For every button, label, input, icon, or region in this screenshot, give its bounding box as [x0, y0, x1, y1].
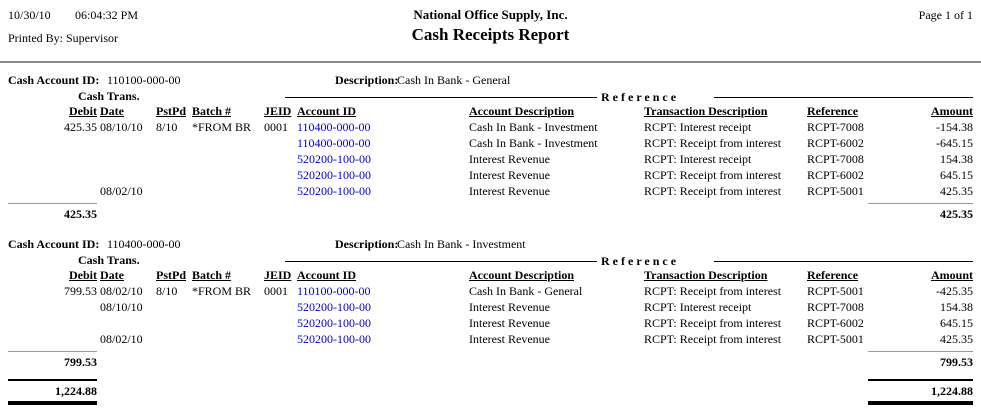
- cell-date: 08/10/10: [100, 120, 143, 134]
- cash-trans-label: Cash Trans.: [78, 89, 140, 103]
- cell-amount: -154.38: [936, 120, 973, 134]
- col-header-transaction-description: Transaction Description: [644, 268, 768, 282]
- cell-batch: [189, 152, 261, 168]
- col-header-jeid: JEID: [264, 104, 292, 118]
- cell-debit: [8, 332, 97, 348]
- reference-rule-right: [714, 97, 973, 98]
- col-header-reference: Reference: [807, 104, 859, 118]
- grand-total-amount: 1,224.88: [931, 384, 973, 398]
- col-header-debit: Debit: [69, 104, 97, 118]
- cell-account-description: Interest Revenue: [469, 168, 550, 182]
- cash-account-section: [0, 237, 981, 375]
- cell-transaction-description: RCPT: Receipt from interest: [644, 332, 782, 346]
- cell-jeid: [261, 300, 294, 316]
- cash-account-id-value: 110400-000-00: [107, 237, 181, 251]
- cell-jeid: [261, 316, 294, 332]
- cell-transaction-description: RCPT: Interest receipt: [644, 152, 752, 166]
- cash-account-section: [0, 73, 981, 227]
- col-header-date: Date: [100, 268, 124, 282]
- grand-total-double-rule: [868, 401, 973, 405]
- cell-account-description: Interest Revenue: [469, 184, 550, 198]
- cell-batch: *FROM BR: [192, 284, 252, 298]
- cash-account-id-value: 110100-000-00: [107, 73, 181, 87]
- col-header-batch: Batch #: [192, 268, 231, 282]
- cell-jeid: [261, 168, 294, 184]
- grand-total-debit-box: [8, 379, 97, 405]
- cell-amount: 154.38: [940, 152, 973, 166]
- report-page-header: [0, 0, 981, 63]
- cell-debit: [8, 152, 97, 168]
- cell-transaction-description: RCPT: Interest receipt: [644, 120, 752, 134]
- cell-pstpd: [153, 184, 189, 200]
- account-id-link[interactable]: 520200-100-00: [297, 168, 371, 182]
- cell-date: [97, 152, 153, 168]
- cell-date: 08/02/10: [100, 332, 143, 346]
- cell-reference: RCPT-5001: [807, 184, 864, 198]
- cash-account-id-label: Cash Account ID:: [8, 237, 100, 251]
- section-total-row: [0, 348, 981, 375]
- account-id-link[interactable]: 110400-000-00: [297, 136, 371, 150]
- account-id-link[interactable]: 520200-100-00: [297, 152, 371, 166]
- cell-amount: 645.15: [940, 316, 973, 330]
- grand-total-debit: 1,224.88: [55, 384, 97, 398]
- section-subheader: [0, 89, 981, 104]
- table-row: [0, 332, 981, 348]
- cell-date: 08/10/10: [100, 300, 143, 314]
- cell-batch: [189, 316, 261, 332]
- section-total-amount: 799.53: [868, 351, 973, 370]
- company-name: National Office Supply, Inc.: [413, 7, 568, 22]
- cell-account-description: Interest Revenue: [469, 300, 550, 314]
- cell-reference: RCPT-6002: [807, 168, 864, 182]
- section-subheader: [0, 253, 981, 268]
- reference-rule-left: [285, 97, 597, 98]
- cell-account-description: Cash In Bank - Investment: [469, 120, 598, 134]
- section-total-row: [0, 200, 981, 227]
- table-row: [0, 136, 981, 152]
- grand-total-row: [0, 377, 981, 409]
- cell-amount: 645.15: [940, 168, 973, 182]
- report-title: Cash Receipts Report: [411, 25, 570, 44]
- section-header: [0, 237, 981, 253]
- table-row: [0, 284, 981, 300]
- account-id-link[interactable]: 520200-100-00: [297, 332, 371, 346]
- cell-transaction-description: RCPT: Receipt from interest: [644, 168, 782, 182]
- section-total-debit: 799.53: [8, 351, 97, 370]
- description-label: Description:: [335, 73, 399, 87]
- cell-amount: 425.35: [940, 332, 973, 346]
- col-header-account-id: Account ID: [297, 268, 356, 282]
- cell-reference: RCPT-7008: [807, 152, 864, 166]
- cell-jeid: [261, 136, 294, 152]
- cell-pstpd: [153, 316, 189, 332]
- cell-reference: RCPT-6002: [807, 136, 864, 150]
- cell-account-description: Cash In Bank - Investment: [469, 136, 598, 150]
- cell-batch: [189, 300, 261, 316]
- cell-transaction-description: RCPT: Receipt from interest: [644, 184, 782, 198]
- table-row: [0, 152, 981, 168]
- cell-reference: RCPT-7008: [807, 300, 864, 314]
- col-header-date: Date: [100, 104, 124, 118]
- column-header-row: [0, 104, 981, 120]
- description-value: Cash In Bank - Investment: [397, 237, 526, 251]
- cell-batch: [189, 168, 261, 184]
- grand-total-double-rule: [8, 401, 97, 405]
- cell-pstpd: 8/10: [156, 120, 178, 134]
- cash-trans-label: Cash Trans.: [78, 253, 140, 267]
- section-total-amount: 425.35: [868, 203, 973, 222]
- grand-total-amount-box: [868, 379, 973, 405]
- table-row: [0, 316, 981, 332]
- col-header-amount: Amount: [930, 268, 973, 282]
- cell-account-description: Interest Revenue: [469, 332, 550, 346]
- cell-pstpd: [153, 136, 189, 152]
- table-row: [0, 168, 981, 184]
- cell-transaction-description: RCPT: Receipt from interest: [644, 136, 782, 150]
- reference-rule-left: [285, 261, 597, 262]
- cell-pstpd: [153, 332, 189, 348]
- col-header-debit: Debit: [69, 268, 97, 282]
- cell-date: [97, 136, 153, 152]
- col-header-account-description: Account Description: [469, 268, 574, 282]
- cell-batch: [189, 184, 261, 200]
- cell-transaction-description: RCPT: Receipt from interest: [644, 316, 782, 330]
- cell-amount: -425.35: [936, 284, 973, 298]
- col-header-pstpd: PstPd: [156, 104, 186, 118]
- print-date: 10/30/10: [8, 8, 51, 22]
- col-header-account-id: Account ID: [297, 104, 356, 118]
- cell-account-description: Interest Revenue: [469, 152, 550, 166]
- cell-jeid: [261, 152, 294, 168]
- account-id-link[interactable]: 110400-000-00: [297, 120, 371, 134]
- section-total-debit: 425.35: [8, 203, 97, 222]
- cell-debit: [8, 168, 97, 184]
- reference-group-label: R e f e r e n c e: [601, 90, 677, 104]
- account-id-link[interactable]: 110100-000-00: [297, 284, 371, 298]
- cell-debit: [8, 136, 97, 152]
- cell-pstpd: [153, 168, 189, 184]
- cell-batch: [189, 136, 261, 152]
- cell-reference: RCPT-7008: [807, 120, 864, 134]
- cell-debit: [8, 184, 97, 200]
- col-header-amount: Amount: [930, 104, 973, 118]
- cell-amount: 425.35: [940, 184, 973, 198]
- cell-batch: [189, 332, 261, 348]
- cell-debit: [8, 316, 97, 332]
- description-value: Cash In Bank - General: [397, 73, 511, 87]
- col-header-jeid: JEID: [264, 268, 292, 282]
- cell-batch: *FROM BR: [192, 120, 252, 134]
- cell-reference: RCPT-5001: [807, 284, 864, 298]
- cell-jeid: [261, 184, 294, 200]
- reference-rule-right: [714, 261, 973, 262]
- col-header-reference: Reference: [807, 268, 859, 282]
- table-row: [0, 300, 981, 316]
- description-label: Description:: [335, 237, 399, 251]
- cell-jeid: 0001: [264, 284, 288, 298]
- cell-account-description: Interest Revenue: [469, 316, 550, 330]
- print-time: 06:04:32 PM: [75, 8, 139, 22]
- cell-account-description: Cash In Bank - General: [469, 284, 583, 298]
- section-header: [0, 73, 981, 89]
- page-number: Page 1 of 1: [918, 8, 973, 22]
- cell-reference: RCPT-6002: [807, 316, 864, 330]
- cell-jeid: 0001: [264, 120, 288, 134]
- cell-debit: [8, 300, 97, 316]
- cell-transaction-description: RCPT: Interest receipt: [644, 300, 752, 314]
- printed-by: Printed By: Supervisor: [8, 31, 118, 45]
- column-header-row: [0, 268, 981, 284]
- cell-pstpd: [153, 152, 189, 168]
- cell-pstpd: 8/10: [156, 284, 178, 298]
- cell-reference: RCPT-5001: [807, 332, 864, 346]
- cell-date: [97, 316, 153, 332]
- cell-debit: 799.53: [64, 284, 97, 298]
- cell-transaction-description: RCPT: Receipt from interest: [644, 284, 782, 298]
- cell-amount: 154.38: [940, 300, 973, 314]
- reference-group-label: R e f e r e n c e: [601, 254, 677, 268]
- cell-amount: -645.15: [936, 136, 973, 150]
- col-header-batch: Batch #: [192, 104, 231, 118]
- cell-pstpd: [153, 300, 189, 316]
- account-id-link[interactable]: 520200-100-00: [297, 316, 371, 330]
- account-id-link[interactable]: 520200-100-00: [297, 300, 371, 314]
- cell-date: 08/02/10: [100, 184, 143, 198]
- col-header-account-description: Account Description: [469, 104, 574, 118]
- cash-account-id-label: Cash Account ID:: [8, 73, 100, 87]
- col-header-pstpd: PstPd: [156, 268, 186, 282]
- cell-debit: 425.35: [64, 120, 97, 134]
- col-header-transaction-description: Transaction Description: [644, 104, 768, 118]
- cell-jeid: [261, 332, 294, 348]
- table-row: [0, 120, 981, 136]
- account-id-link[interactable]: 520200-100-00: [297, 184, 371, 198]
- table-row: [0, 184, 981, 200]
- cell-date: [97, 168, 153, 184]
- cell-date: 08/02/10: [100, 284, 143, 298]
